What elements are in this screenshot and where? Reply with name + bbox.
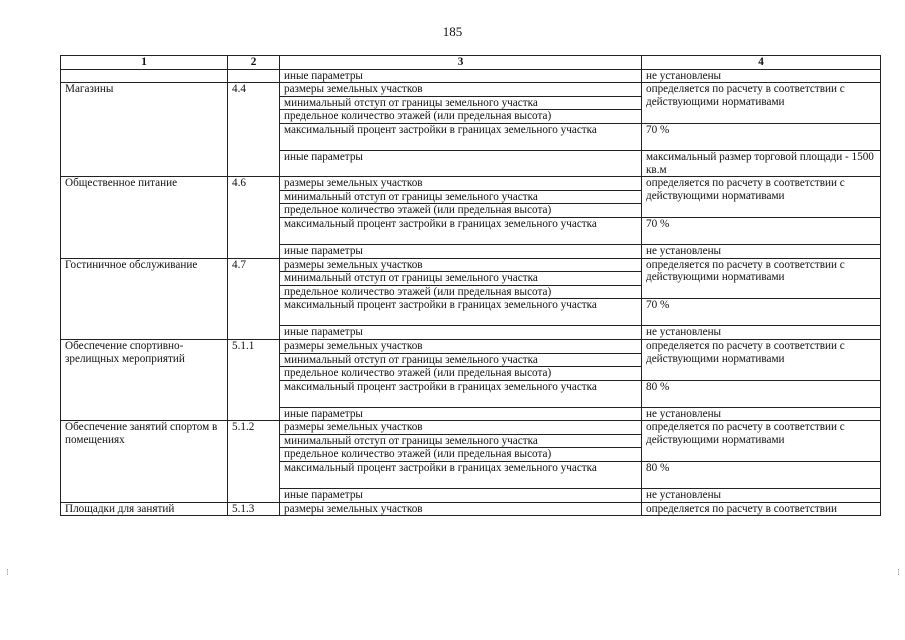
other-value-cell: не установлены <box>642 407 881 421</box>
parameter-cell: максимальный процент застройки в границах земельного участка <box>280 217 642 244</box>
use-type-cell: Гостиничное обслуживание <box>61 258 228 339</box>
parameter-cell: предельное количество этажей (или предельная высота) <box>280 110 642 124</box>
calc-value-cell: определяется по расчету в соответствии с действующими нормативами <box>642 339 881 380</box>
parameter-cell: размеры земельных участков <box>280 83 642 97</box>
table-row <box>61 69 881 83</box>
column-header: 3 <box>280 56 642 70</box>
parameter-cell: максимальный процент застройки в границах земельного участка <box>280 123 642 150</box>
parameter-cell: предельное количество этажей (или предельная высота) <box>280 204 642 218</box>
scan-edge-mark: ⁝ <box>6 568 9 578</box>
column-number-row <box>61 56 881 70</box>
other-value-cell: не установлены <box>642 489 881 503</box>
percent-value-cell: 70 % <box>642 299 881 326</box>
use-type-cell: Обеспечение спортивно-зрелищных мероприятий <box>61 339 228 420</box>
use-type-cell: Общественное питание <box>61 177 228 258</box>
calc-value-cell: определяется по расчету в соответствии с действующими нормативами <box>642 258 881 299</box>
calc-value-cell: определяется по расчету в соответствии с действующими нормативами <box>642 177 881 218</box>
scan-edge-mark: ⁝ <box>897 568 900 578</box>
parameter-cell: иные параметры <box>280 326 642 340</box>
parameter-cell: иные параметры <box>280 69 642 83</box>
calc-value-cell: определяется по расчету в соответствии с действующими нормативами <box>642 83 881 124</box>
parameter-cell: размеры земельных участков <box>280 502 642 516</box>
parameter-cell: минимальный отступ от границы земельного участка <box>280 272 642 286</box>
column-header: 1 <box>61 56 228 70</box>
parameter-cell: минимальный отступ от границы земельного участка <box>280 190 642 204</box>
parameter-cell: максимальный процент застройки в границах земельного участка <box>280 462 642 489</box>
other-value-cell: не установлены <box>642 244 881 258</box>
percent-value-cell: 70 % <box>642 123 881 150</box>
parameter-cell: предельное количество этажей (или предельная высота) <box>280 448 642 462</box>
percent-value-cell: 80 % <box>642 380 881 407</box>
column-header: 2 <box>228 56 280 70</box>
zoning-parameters-table <box>60 55 881 516</box>
code-cell: 4.7 <box>228 258 280 339</box>
table-row <box>61 177 881 191</box>
parameter-cell: размеры земельных участков <box>280 421 642 435</box>
calc-value-cell: определяется по расчету в соответствии с действующими нормативами <box>642 421 881 462</box>
parameter-cell: предельное количество этажей (или предельная высота) <box>280 367 642 381</box>
code-cell: 4.4 <box>228 83 280 177</box>
parameter-cell: иные параметры <box>280 489 642 503</box>
column-header: 4 <box>642 56 881 70</box>
parameter-cell: иные параметры <box>280 407 642 421</box>
percent-value-cell: 70 % <box>642 217 881 244</box>
parameter-cell: минимальный отступ от границы земельного участка <box>280 434 642 448</box>
other-value-cell: не установлены <box>642 326 881 340</box>
parameter-cell: максимальный процент застройки в границах земельного участка <box>280 299 642 326</box>
code-cell <box>228 69 280 83</box>
parameter-cell: минимальный отступ от границы земельного участка <box>280 353 642 367</box>
page-number: 185 <box>442 24 463 39</box>
use-type-cell: Магазины <box>61 83 228 177</box>
parameter-cell: размеры земельных участков <box>280 177 642 191</box>
other-value-cell: максимальный размер торговой площади - 1500 кв.м <box>642 150 881 176</box>
code-cell: 4.6 <box>228 177 280 258</box>
parameter-cell: размеры земельных участков <box>280 258 642 272</box>
parameter-cell: предельное количество этажей (или предельная высота) <box>280 285 642 299</box>
table-row <box>61 339 881 353</box>
code-cell: 5.1.3 <box>228 502 280 516</box>
parameter-cell: иные параметры <box>280 244 642 258</box>
parameter-cell: иные параметры <box>280 150 642 176</box>
percent-value-cell: 80 % <box>642 462 881 489</box>
table-row <box>61 258 881 272</box>
value-cell: не установлены <box>642 69 881 83</box>
table-row <box>61 502 881 516</box>
table-row <box>61 83 881 97</box>
parameter-cell: размеры земельных участков <box>280 339 642 353</box>
code-cell: 5.1.1 <box>228 339 280 420</box>
code-cell: 5.1.2 <box>228 421 280 502</box>
use-type-cell: Обеспечение занятий спортом в помещениях <box>61 421 228 502</box>
table-body <box>61 69 881 516</box>
table-row <box>61 421 881 435</box>
use-type-cell <box>61 69 228 83</box>
use-type-cell: Площадки для занятий <box>61 502 228 516</box>
parameter-cell: минимальный отступ от границы земельного участка <box>280 96 642 110</box>
value-cell: определяется по расчету в соответствии <box>642 502 881 516</box>
parameter-cell: максимальный процент застройки в границах земельного участка <box>280 380 642 407</box>
